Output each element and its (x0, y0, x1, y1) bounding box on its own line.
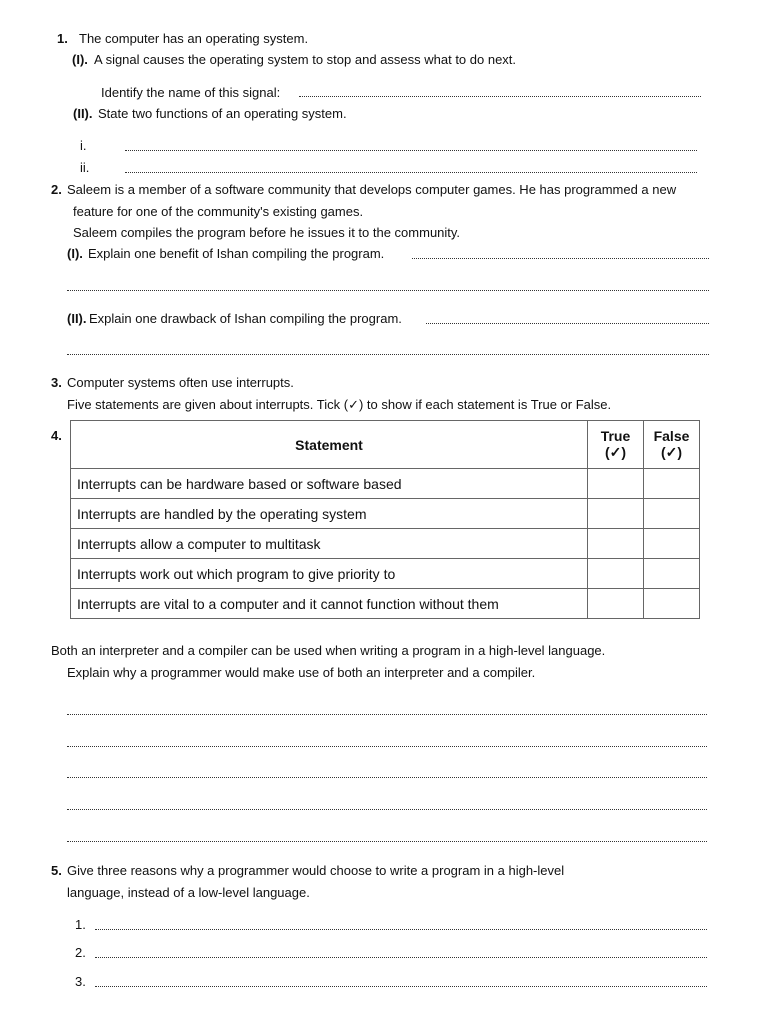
true-tick-cell[interactable] (588, 529, 644, 559)
statement-cell: Interrupts are vital to a computer and it cannot function without them (71, 589, 588, 619)
false-header-tick: (✓) (660, 444, 683, 460)
q5-item-1-label: 1. (75, 917, 86, 932)
q2-part-i-answer-line[interactable] (412, 258, 709, 259)
q2-part-i-label: (I). (67, 246, 83, 261)
true-tick-cell[interactable] (588, 589, 644, 619)
q3-line2: Five statements are given about interrupts. Tick (✓) to show if each statement is True or False. (67, 397, 612, 412)
q3-line1: Computer systems often use interrupts. (67, 375, 294, 390)
q1-item-ii-label: ii. (80, 160, 90, 175)
q2-part-ii-text: Explain one drawback of Ishan compiling the program. (89, 311, 402, 326)
q4-number: 4. (51, 428, 62, 443)
q2-part-i-answer-line-2[interactable] (67, 290, 709, 291)
true-tick-cell[interactable] (588, 499, 644, 529)
true-tick-cell[interactable] (588, 559, 644, 589)
true-header-tick: (✓) (604, 444, 627, 460)
q5-number: 5. (51, 863, 62, 878)
statement-cell: Interrupts can be hardware based or software based (71, 469, 588, 499)
q4-answer-line-1[interactable] (67, 714, 707, 715)
statement-header: Statement (71, 421, 588, 469)
false-header (644, 421, 700, 469)
q2-part-ii-answer-line[interactable] (426, 323, 709, 324)
q2-part-ii-label: (II). (67, 311, 87, 326)
q2-part-i-text: Explain one benefit of Ishan compiling the program. (88, 246, 385, 261)
q1-identify-prompt: Identify the name of this signal: (101, 85, 281, 100)
true-header (588, 421, 644, 469)
q2-number: 2. (51, 182, 62, 197)
table-row (71, 499, 700, 529)
q1-item-i-label: i. (80, 138, 87, 153)
q1-part-i-text: A signal causes the operating system to stop and assess what to do next. (94, 52, 517, 67)
false-tick-cell[interactable] (644, 559, 700, 589)
q4-answer-line-3[interactable] (67, 777, 707, 778)
q4-answer-line-5[interactable] (67, 841, 707, 842)
q2-part-ii-answer-line-2[interactable] (67, 354, 709, 355)
table-row (71, 469, 700, 499)
q5-line2: language, instead of a low-level language. (67, 885, 310, 900)
statement-cell: Interrupts work out which program to give priority to (71, 559, 588, 589)
q4-answer-line-2[interactable] (67, 746, 707, 747)
q4-line1: Both an interpreter and a compiler can be used when writing a program in a high-level language. (51, 643, 606, 658)
q5-item-1-answer-line[interactable] (95, 929, 707, 930)
false-tick-cell[interactable] (644, 469, 700, 499)
q4-answer-line-4[interactable] (67, 809, 707, 810)
false-tick-cell[interactable] (644, 499, 700, 529)
q1-identify-answer-line[interactable] (299, 96, 701, 97)
interrupts-table (70, 420, 700, 619)
false-tick-cell[interactable] (644, 589, 700, 619)
q1-item-ii-answer-line[interactable] (125, 172, 697, 173)
q3-number: 3. (51, 375, 62, 390)
q1-number: 1. (57, 31, 68, 46)
false-header-label: False (653, 428, 690, 444)
q5-item-3-answer-line[interactable] (95, 986, 707, 987)
q5-item-2-label: 2. (75, 945, 86, 960)
false-tick-cell[interactable] (644, 529, 700, 559)
true-tick-cell[interactable] (588, 469, 644, 499)
q1-part-ii-label: (II). (73, 106, 93, 121)
q5-item-3-label: 3. (75, 974, 86, 989)
q2-line2: feature for one of the community's existing games. (73, 204, 364, 219)
q4-line2: Explain why a programmer would make use of both an interpreter and a compiler. (67, 665, 536, 680)
true-header-label: True (600, 428, 631, 444)
table-row (71, 589, 700, 619)
q2-line1: Saleem is a member of a software community that develops computer games. He has programmed a new (67, 182, 677, 197)
q1-part-ii-text: State two functions of an operating system. (98, 106, 347, 121)
table-row (71, 559, 700, 589)
q1-text: The computer has an operating system. (79, 31, 309, 46)
table-row (71, 529, 700, 559)
statement-cell: Interrupts are handled by the operating system (71, 499, 588, 529)
q5-line1: Give three reasons why a programmer would choose to write a program in a high-level (67, 863, 565, 878)
q1-part-i-label: (I). (72, 52, 88, 67)
q5-item-2-answer-line[interactable] (95, 957, 707, 958)
statement-cell: Interrupts allow a computer to multitask (71, 529, 588, 559)
q2-line3: Saleem compiles the program before he issues it to the community. (73, 225, 461, 240)
q1-item-i-answer-line[interactable] (125, 150, 697, 151)
